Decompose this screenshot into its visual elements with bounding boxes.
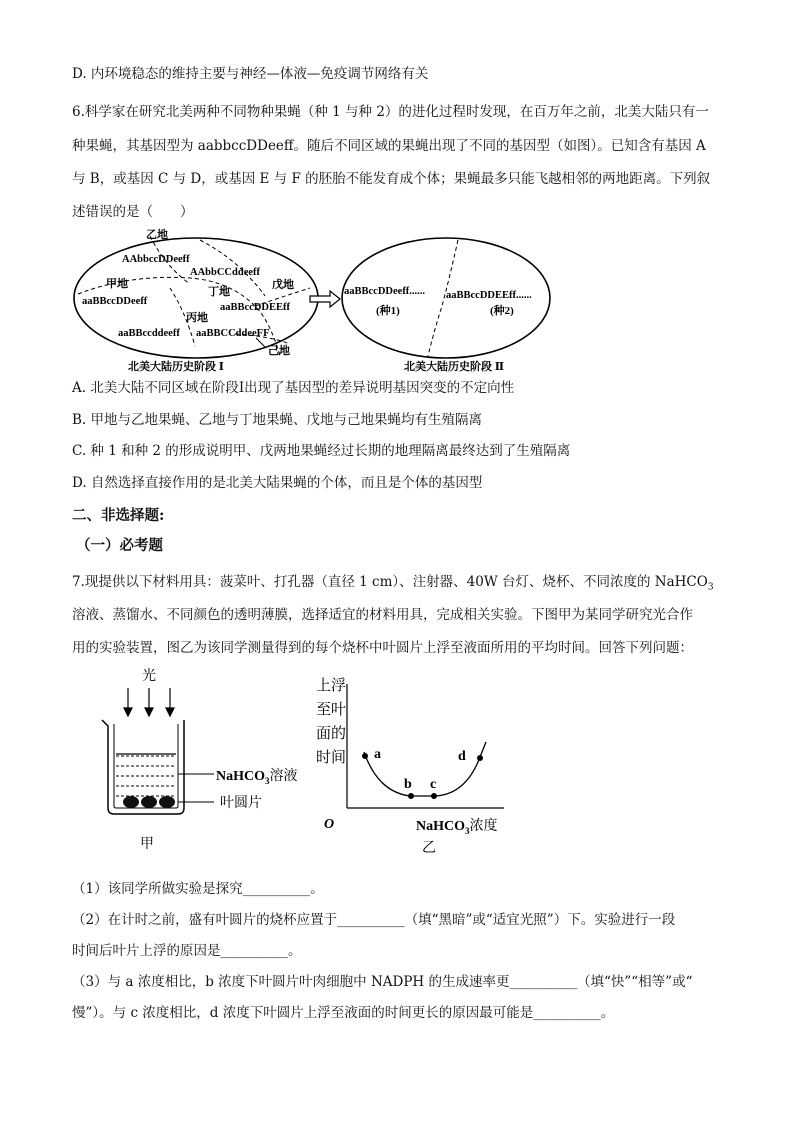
solution-label: NaHCO$_3$溶液 [216, 769, 298, 786]
yi-ylabel-3: 面的 [316, 726, 347, 742]
yi-ylabel-2: 至叶 [316, 702, 347, 718]
q7-stem-line1: 7.现提供以下材料用具：菠菜叶、打孔器（直径 1 cm）、注射器、40W 台灯、烧杯、不同浓度的 NaHCO$_3$ [72, 574, 714, 593]
figure-yi-caption: 乙 [422, 841, 436, 856]
yi-ylabel-1: 上浮 [316, 678, 347, 694]
genotype-wu: aaBBccDDEEff [220, 302, 290, 313]
label-ji: 己地 [268, 345, 290, 357]
time-curve [364, 742, 486, 796]
q7-figure-yi [316, 672, 526, 858]
q7-figure-jia [96, 662, 336, 854]
species1-genotype: aaBBccDDeeff...... [344, 286, 426, 297]
q6-stem-line4: 述错误的是（ ） [72, 204, 194, 220]
genotype-yi: AAbbccDDeeff [122, 254, 190, 265]
label-ding: 丁地 [208, 286, 230, 298]
q6-option-b: B. 甲地与乙地果蝇、乙地与丁地果蝇、戊地与己地果蝇均有生殖隔离 [72, 412, 483, 428]
solution-lines [116, 756, 176, 796]
genotype-jia: aaBBccDDeeff [82, 296, 148, 307]
figure-jia-caption: 甲 [140, 837, 154, 852]
q7-stem-line2: 溶液、蒸馏水、不同颜色的透明薄膜，选择适宜的材料用具，完成相关实验。下图甲为某同学研究光合作 [72, 607, 693, 623]
label-c: c [430, 777, 437, 792]
leaf-disc-label: 叶圆片 [220, 796, 262, 811]
transition-arrow-icon [310, 291, 340, 307]
q7-stem-line3: 用的实验装置，图乙为该同学测量得到的每个烧杯中叶圆片上浮至液面所用的平均时间。回答下列问题： [72, 640, 693, 656]
stage2-caption: 北美大陆历史阶段 Ⅱ [404, 361, 505, 373]
section-title: 二、非选择题: [72, 507, 165, 524]
origin-label: O [324, 817, 335, 832]
q6-option-c: C. 种 1 和种 2 的形成说明甲、戊两地果蝇经过长期的地理隔离最终达到了生殖隔离 [72, 443, 571, 459]
q6-stem-line3: 与 B，或基因 C 与 D，或基因 E 与 F 的胚胎不能发育成个体；果蝇最多只能飞越相邻的两地距离。下列叙 [72, 171, 711, 187]
genotype-ji: aaBBCCddeeFF [196, 328, 270, 339]
x-axis-label: NaHCO$_3$浓度 [416, 819, 498, 836]
species2-label: (种2) [490, 305, 514, 317]
q7-part3-line1: （3）与 a 浓度相比，b 浓度下叶圆片叶肉细胞中 NADPH 的生成速率更__________（填“快”“相等”或“ [72, 974, 693, 990]
genotype-ding: AAbbCCddeeff [190, 267, 261, 278]
light-arrows-icon [124, 688, 174, 716]
q6-stem-line2: 种果蝇，其基因型为 aabbccDDeeff。随后不同区域的果蝇出现了不同的基因型（如图）。已知含有基因 A [72, 138, 706, 154]
point-a [362, 753, 368, 759]
q7-part2-line1: （2）在计时之前，盛有叶圆片的烧杯应置于__________（填“黑暗”或“适宜光照”）下。实验进行一段 [72, 912, 676, 928]
species1-label: (种1) [376, 305, 400, 317]
q7-part2-line2: 时间后叶片上浮的原因是__________。 [72, 943, 302, 959]
genotype-bing: aaBBccddeeff [118, 328, 180, 339]
label-yi: 乙地 [146, 229, 168, 241]
yi-ylabel-4: 时间 [316, 750, 347, 766]
label-jia: 甲地 [106, 278, 128, 290]
point-c [431, 793, 437, 799]
species2-genotype: aaBBccDDEEff...... [446, 290, 532, 301]
leaf-discs [123, 796, 175, 808]
point-d [477, 755, 483, 761]
q6-evolution-figure [70, 226, 570, 374]
label-bing: 丙地 [186, 312, 208, 324]
light-label: 光 [142, 669, 156, 684]
q6-stem-line1: 6.科学家在研究北美两种不同物种果蝇（种 1 与种 2）的进化过程时发现，在百万年之前，北美大陆只有一 [72, 104, 709, 120]
q7-part1: （1）该同学所做实验是探究__________。 [72, 881, 324, 897]
point-b [408, 793, 414, 799]
label-wu: 戊地 [272, 279, 294, 291]
q6-option-d: D. 自然选择直接作用的是北美大陆果蝇的个体，而且是个体的基因型 [72, 475, 483, 491]
stage1-caption: 北美大陆历史阶段 Ⅰ [128, 361, 224, 373]
q5-option-d: D. 内环境稳态的维持主要与神经—体液—免疫调节网络有关 [72, 66, 429, 82]
label-a: a [374, 747, 381, 762]
label-d: d [458, 749, 466, 764]
label-b: b [404, 777, 412, 792]
q6-option-a: A. 北美大陆不同区域在阶段Ⅰ出现了基因型的差异说明基因突变的不定向性 [72, 380, 515, 396]
q7-part3-line2: 慢”）。与 c 浓度相比，d 浓度下叶圆片上浮至液面的时间更长的原因最可能是__________。 [72, 1005, 615, 1021]
section-subtitle: （一）必考题 [76, 537, 163, 554]
